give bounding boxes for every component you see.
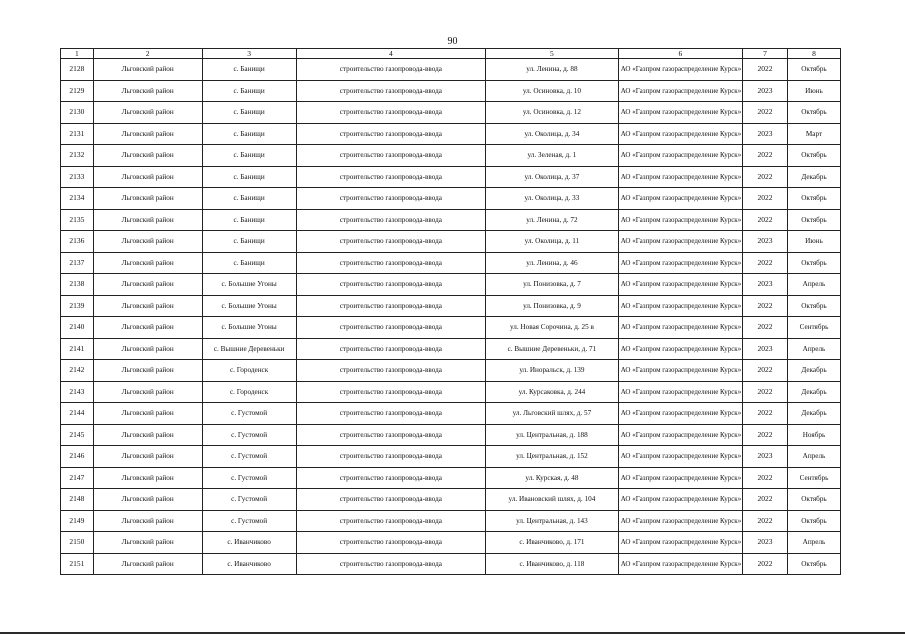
cell-work-type: строительство газопровода-ввода <box>296 360 486 382</box>
cell-row-number: 2140 <box>61 317 94 339</box>
cell-address: с. Иванчиково, д. 171 <box>486 532 619 554</box>
cell-year: 2022 <box>743 317 788 339</box>
cell-settlement: с. Большие Угоны <box>202 317 296 339</box>
table-row <box>61 252 841 274</box>
cell-organization: АО «Газпром газораспределение Курск» <box>618 553 742 575</box>
cell-year: 2022 <box>743 252 788 274</box>
table-row <box>61 510 841 532</box>
cell-address: ул. Понизовка, д. 9 <box>486 295 619 317</box>
cell-organization: АО «Газпром газораспределение Курск» <box>618 274 742 296</box>
cell-address: ул. Околица, д. 33 <box>486 188 619 210</box>
cell-organization: АО «Газпром газораспределение Курск» <box>618 360 742 382</box>
cell-address: ул. Ленина, д. 46 <box>486 252 619 274</box>
cell-row-number: 2132 <box>61 145 94 167</box>
cell-settlement: с. Густомой <box>202 446 296 468</box>
registry-table <box>60 48 841 575</box>
cell-work-type: строительство газопровода-ввода <box>296 231 486 253</box>
cell-settlement: с. Банищи <box>202 188 296 210</box>
cell-row-number: 2151 <box>61 553 94 575</box>
cell-work-type: строительство газопровода-ввода <box>296 381 486 403</box>
cell-organization: АО «Газпром газораспределение Курск» <box>618 381 742 403</box>
cell-month: Декабрь <box>787 403 840 425</box>
table-row <box>61 80 841 102</box>
cell-row-number: 2138 <box>61 274 94 296</box>
cell-district: Льговский район <box>93 553 202 575</box>
cell-month: Октябрь <box>787 510 840 532</box>
cell-work-type: строительство газопровода-ввода <box>296 446 486 468</box>
cell-work-type: строительство газопровода-ввода <box>296 274 486 296</box>
cell-row-number: 2145 <box>61 424 94 446</box>
cell-row-number: 2143 <box>61 381 94 403</box>
table-row <box>61 360 841 382</box>
cell-work-type: строительство газопровода-ввода <box>296 80 486 102</box>
cell-year: 2023 <box>743 123 788 145</box>
cell-row-number: 2135 <box>61 209 94 231</box>
cell-month: Октябрь <box>787 188 840 210</box>
cell-work-type: строительство газопровода-ввода <box>296 424 486 446</box>
cell-year: 2022 <box>743 188 788 210</box>
cell-organization: АО «Газпром газораспределение Курск» <box>618 338 742 360</box>
table-row <box>61 102 841 124</box>
cell-year: 2022 <box>743 166 788 188</box>
table-row <box>61 489 841 511</box>
cell-organization: АО «Газпром газораспределение Курск» <box>618 317 742 339</box>
cell-organization: АО «Газпром газораспределение Курск» <box>618 252 742 274</box>
cell-district: Льговский район <box>93 403 202 425</box>
cell-organization: АО «Газпром газораспределение Курск» <box>618 295 742 317</box>
cell-district: Льговский район <box>93 188 202 210</box>
cell-settlement: с. Городенск <box>202 360 296 382</box>
header-cell-4: 4 <box>296 49 486 59</box>
cell-work-type: строительство газопровода-ввода <box>296 145 486 167</box>
cell-district: Льговский район <box>93 274 202 296</box>
cell-year: 2022 <box>743 295 788 317</box>
cell-settlement: с. Вышние Деревеньки <box>202 338 296 360</box>
cell-district: Льговский район <box>93 209 202 231</box>
cell-organization: АО «Газпром газораспределение Курск» <box>618 166 742 188</box>
cell-settlement: с. Большие Угоны <box>202 274 296 296</box>
cell-organization: АО «Газпром газораспределение Курск» <box>618 510 742 532</box>
cell-organization: АО «Газпром газораспределение Курск» <box>618 102 742 124</box>
cell-row-number: 2128 <box>61 59 94 81</box>
cell-settlement: с. Густомой <box>202 424 296 446</box>
header-cell-1: 1 <box>61 49 94 59</box>
header-cell-3: 3 <box>202 49 296 59</box>
table-row <box>61 553 841 575</box>
cell-settlement: с. Банищи <box>202 102 296 124</box>
cell-district: Льговский район <box>93 252 202 274</box>
cell-address: ул. Центральная, д. 143 <box>486 510 619 532</box>
cell-district: Льговский район <box>93 510 202 532</box>
table-row <box>61 381 841 403</box>
cell-address: ул. Осиновка, д. 12 <box>486 102 619 124</box>
cell-year: 2022 <box>743 403 788 425</box>
cell-organization: АО «Газпром газораспределение Курск» <box>618 145 742 167</box>
cell-organization: АО «Газпром газораспределение Курск» <box>618 467 742 489</box>
cell-settlement: с. Иванчиково <box>202 553 296 575</box>
cell-district: Льговский район <box>93 532 202 554</box>
cell-row-number: 2131 <box>61 123 94 145</box>
cell-month: Сентябрь <box>787 317 840 339</box>
cell-month: Ноябрь <box>787 424 840 446</box>
cell-district: Льговский район <box>93 360 202 382</box>
cell-work-type: строительство газопровода-ввода <box>296 403 486 425</box>
cell-work-type: строительство газопровода-ввода <box>296 510 486 532</box>
cell-row-number: 2136 <box>61 231 94 253</box>
cell-settlement: с. Густомой <box>202 403 296 425</box>
cell-work-type: строительство газопровода-ввода <box>296 489 486 511</box>
cell-address: ул. Новая Сорочина, д. 25 в <box>486 317 619 339</box>
header-cell-6: 6 <box>618 49 742 59</box>
cell-organization: АО «Газпром газораспределение Курск» <box>618 424 742 446</box>
cell-row-number: 2141 <box>61 338 94 360</box>
cell-row-number: 2148 <box>61 489 94 511</box>
cell-district: Льговский район <box>93 231 202 253</box>
cell-district: Льговский район <box>93 59 202 81</box>
cell-work-type: строительство газопровода-ввода <box>296 553 486 575</box>
cell-address: ул. Понизовка, д. 7 <box>486 274 619 296</box>
cell-work-type: строительство газопровода-ввода <box>296 467 486 489</box>
cell-year: 2022 <box>743 145 788 167</box>
cell-address: ул. Ивановский шлях, д. 104 <box>486 489 619 511</box>
cell-organization: АО «Газпром газораспределение Курск» <box>618 59 742 81</box>
cell-settlement: с. Банищи <box>202 123 296 145</box>
cell-row-number: 2134 <box>61 188 94 210</box>
cell-month: Сентябрь <box>787 467 840 489</box>
cell-settlement: с. Банищи <box>202 166 296 188</box>
cell-work-type: строительство газопровода-ввода <box>296 209 486 231</box>
cell-work-type: строительство газопровода-ввода <box>296 295 486 317</box>
cell-settlement: с. Большие Угоны <box>202 295 296 317</box>
cell-year: 2022 <box>743 424 788 446</box>
cell-work-type: строительство газопровода-ввода <box>296 123 486 145</box>
cell-district: Льговский район <box>93 80 202 102</box>
cell-district: Льговский район <box>93 467 202 489</box>
cell-work-type: строительство газопровода-ввода <box>296 188 486 210</box>
cell-row-number: 2129 <box>61 80 94 102</box>
cell-address: с. Иванчиково, д. 118 <box>486 553 619 575</box>
cell-year: 2023 <box>743 446 788 468</box>
table-row <box>61 317 841 339</box>
cell-address: ул. Иноральск, д. 139 <box>486 360 619 382</box>
cell-month: Октябрь <box>787 145 840 167</box>
cell-settlement: с. Банищи <box>202 59 296 81</box>
cell-district: Льговский район <box>93 381 202 403</box>
cell-row-number: 2146 <box>61 446 94 468</box>
page-number: 90 <box>447 36 458 47</box>
cell-settlement: с. Банищи <box>202 80 296 102</box>
cell-year: 2022 <box>743 553 788 575</box>
cell-address: ул. Курсаковка, д. 244 <box>486 381 619 403</box>
cell-settlement: с. Банищи <box>202 252 296 274</box>
cell-work-type: строительство газопровода-ввода <box>296 252 486 274</box>
table-row <box>61 295 841 317</box>
cell-organization: АО «Газпром газораспределение Курск» <box>618 209 742 231</box>
cell-month: Декабрь <box>787 360 840 382</box>
cell-year: 2022 <box>743 360 788 382</box>
cell-work-type: строительство газопровода-ввода <box>296 59 486 81</box>
cell-settlement: с. Банищи <box>202 145 296 167</box>
cell-year: 2023 <box>743 231 788 253</box>
cell-district: Льговский район <box>93 489 202 511</box>
cell-address: ул. Центральная, д. 152 <box>486 446 619 468</box>
cell-month: Декабрь <box>787 381 840 403</box>
cell-address: ул. Осиновка, д. 10 <box>486 80 619 102</box>
cell-month: Апрель <box>787 532 840 554</box>
cell-row-number: 2142 <box>61 360 94 382</box>
cell-address: ул. Околица, д. 37 <box>486 166 619 188</box>
cell-year: 2022 <box>743 209 788 231</box>
cell-work-type: строительство газопровода-ввода <box>296 166 486 188</box>
cell-organization: АО «Газпром газораспределение Курск» <box>618 80 742 102</box>
cell-settlement: с. Иванчиково <box>202 532 296 554</box>
cell-year: 2022 <box>743 467 788 489</box>
cell-year: 2022 <box>743 102 788 124</box>
cell-month: Декабрь <box>787 166 840 188</box>
table-row <box>61 188 841 210</box>
cell-year: 2022 <box>743 59 788 81</box>
cell-month: Апрель <box>787 274 840 296</box>
cell-work-type: строительство газопровода-ввода <box>296 338 486 360</box>
cell-row-number: 2147 <box>61 467 94 489</box>
table-row <box>61 59 841 81</box>
cell-district: Льговский район <box>93 166 202 188</box>
cell-year: 2023 <box>743 532 788 554</box>
page-bottom-edge <box>0 632 905 634</box>
table-row <box>61 532 841 554</box>
cell-organization: АО «Газпром газораспределение Курск» <box>618 532 742 554</box>
cell-work-type: строительство газопровода-ввода <box>296 102 486 124</box>
cell-settlement: с. Густомой <box>202 510 296 532</box>
cell-year: 2022 <box>743 489 788 511</box>
table-row <box>61 209 841 231</box>
table-body <box>61 59 841 575</box>
table-row <box>61 424 841 446</box>
cell-year: 2022 <box>743 381 788 403</box>
cell-work-type: строительство газопровода-ввода <box>296 317 486 339</box>
cell-district: Льговский район <box>93 102 202 124</box>
cell-address: ул. Зеленая, д. 1 <box>486 145 619 167</box>
cell-address: ул. Ленина, д. 88 <box>486 59 619 81</box>
header-cell-8: 8 <box>787 49 840 59</box>
cell-year: 2023 <box>743 80 788 102</box>
cell-month: Октябрь <box>787 252 840 274</box>
cell-organization: АО «Газпром газораспределение Курск» <box>618 403 742 425</box>
cell-district: Льговский район <box>93 317 202 339</box>
cell-month: Октябрь <box>787 295 840 317</box>
cell-settlement: с. Густомой <box>202 467 296 489</box>
table-row <box>61 274 841 296</box>
cell-settlement: с. Густомой <box>202 489 296 511</box>
header-cell-5: 5 <box>486 49 619 59</box>
cell-district: Льговский район <box>93 446 202 468</box>
cell-year: 2022 <box>743 510 788 532</box>
cell-row-number: 2130 <box>61 102 94 124</box>
cell-month: Апрель <box>787 338 840 360</box>
cell-settlement: с. Городенск <box>202 381 296 403</box>
cell-row-number: 2150 <box>61 532 94 554</box>
header-row <box>61 49 841 59</box>
table-row <box>61 467 841 489</box>
cell-work-type: строительство газопровода-ввода <box>296 532 486 554</box>
cell-month: Апрель <box>787 446 840 468</box>
cell-address: с. Вышние Деревеньки, д. 71 <box>486 338 619 360</box>
cell-row-number: 2137 <box>61 252 94 274</box>
cell-month: Июнь <box>787 80 840 102</box>
cell-row-number: 2149 <box>61 510 94 532</box>
cell-address: ул. Курская, д. 48 <box>486 467 619 489</box>
cell-district: Льговский район <box>93 424 202 446</box>
table-row <box>61 145 841 167</box>
cell-address: ул. Центральная, д. 188 <box>486 424 619 446</box>
header-cell-7: 7 <box>743 49 788 59</box>
cell-row-number: 2139 <box>61 295 94 317</box>
cell-month: Октябрь <box>787 553 840 575</box>
table-row <box>61 338 841 360</box>
cell-year: 2023 <box>743 338 788 360</box>
cell-organization: АО «Газпром газораспределение Курск» <box>618 231 742 253</box>
cell-district: Льговский район <box>93 295 202 317</box>
cell-month: Октябрь <box>787 489 840 511</box>
cell-month: Октябрь <box>787 102 840 124</box>
cell-organization: АО «Газпром газораспределение Курск» <box>618 123 742 145</box>
cell-year: 2023 <box>743 274 788 296</box>
cell-organization: АО «Газпром газораспределение Курск» <box>618 489 742 511</box>
cell-settlement: с. Банищи <box>202 209 296 231</box>
table-row <box>61 403 841 425</box>
cell-settlement: с. Банищи <box>202 231 296 253</box>
table-row <box>61 231 841 253</box>
cell-district: Льговский район <box>93 123 202 145</box>
cell-address: ул. Околица, д. 34 <box>486 123 619 145</box>
cell-row-number: 2133 <box>61 166 94 188</box>
cell-district: Льговский район <box>93 338 202 360</box>
cell-organization: АО «Газпром газораспределение Курск» <box>618 188 742 210</box>
header-cell-2: 2 <box>93 49 202 59</box>
cell-month: Октябрь <box>787 59 840 81</box>
cell-month: Октябрь <box>787 209 840 231</box>
cell-address: ул. Льговский шлях, д. 57 <box>486 403 619 425</box>
table-row <box>61 166 841 188</box>
cell-organization: АО «Газпром газораспределение Курск» <box>618 446 742 468</box>
cell-address: ул. Околица, д. 11 <box>486 231 619 253</box>
cell-row-number: 2144 <box>61 403 94 425</box>
cell-address: ул. Ленина, д. 72 <box>486 209 619 231</box>
table-row <box>61 446 841 468</box>
cell-month: Июнь <box>787 231 840 253</box>
cell-district: Льговский район <box>93 145 202 167</box>
cell-month: Март <box>787 123 840 145</box>
table-row <box>61 123 841 145</box>
